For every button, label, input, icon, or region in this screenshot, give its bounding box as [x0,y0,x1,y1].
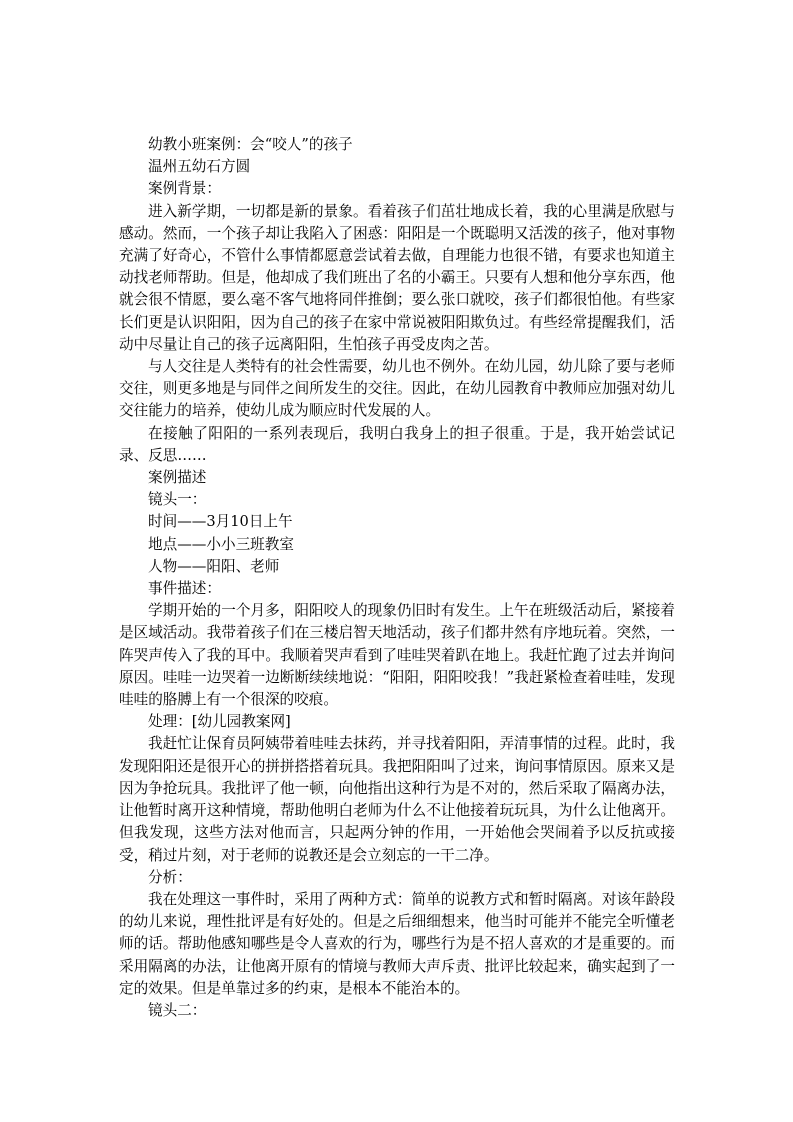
scene-location: 地点——小小三班教室 [148,535,294,553]
document-title: 幼教小班案例：会“咬人”的孩子 [148,136,353,153]
section-heading-description: 案例描述 [148,469,207,487]
body-paragraph: 我在处理这一事件时，采用了两种方式：简单的说教方式和暂时隔离。对该年龄段的幼儿来说，理性批评是有好处的。但是之后细细想来，他当时可能并不能完全听懂老师的话。帮助他感知哪些是令人喜欢的行为，哪些行为是不招人喜欢的才是重要的。而采用隔离的办法，让他离开原有的情境与教师大声斥责、批评比较起来，确实起到了一定的效果。但是单靠过多的约束，是根本不能治本的。 [119,890,675,997]
analysis-heading: 分析： [148,868,192,886]
scene-heading: 镜头二： [148,1001,207,1019]
document-body [119,134,675,1022]
author-line: 温州五幼石方圆 [148,158,251,176]
body-paragraph: 学期开始的一个月多，阳阳咬人的现象仍旧时有发生。上午在班级活动后，紧接着是区域活动。我带着孩子们在三楼启智天地活动，孩子们都井然有序地玩着。突然，一阵哭声传入了我的耳中。我顺着哭声看到了哇哇哭着趴在地上。我赶忙跑了过去并询问原因。哇哇一边哭着一边断断续续地说：“阳阳，阳阳咬我！”我赶紧检查着哇哇，发现哇哇的胳膊上有一个很深的咬痕。 [119,602,675,709]
body-paragraph: 在接触了阳阳的一系列表现后，我明白我身上的担子很重。于是，我开始尝试记录、反思…… [119,424,675,464]
event-heading: 事件描述： [148,580,221,598]
section-heading-background: 案例背景： [148,180,221,198]
body-paragraph: 进入新学期，一切都是新的景象。看着孩子们茁壮地成长着，我的心里满是欣慰与感动。然而，一个孩子却让我陷入了困惑：阳阳是一个既聪明又活泼的孩子，他对事物充满了好奇心，不管什么事情都愿意尝试着去做，自理能力也很不错，有要求也知道主动找老师帮助。但是，他却成了我们班出了名的小霸王。只要有人想和他分享东西，他就会很不情愿，要么毫不客气地将同伴推倒；要么张口就咬，孩子们都很怕他。有些家长们更是认识阳阳，因为自己的孩子在家中常说被阳阳欺负过。有些经常提醒我们，活动中尽量让自己的孩子远离阳阳，生怕孩子再受皮肉之苦。 [119,202,675,353]
scene-time: 时间——3月10日上午 [148,513,293,531]
body-paragraph: 我赶忙让保育员阿姨带着哇哇去抹药，并寻找着阳阳，弄清事情的过程。此时，我发现阳阳还是很开心的拼拼搭搭着玩具。我把阳阳叫了过来，询问事情原因。原来又是因为争抢玩具。我批评了他一顿，向他指出这种行为是不对的，然后采取了隔离办法，让他暂时离开这种情境，帮助他明白老师为什么不让他接着玩玩具，为什么让他离开。但我发现，这些方法对他而言，只起两分钟的作用，一开始他会哭闹着予以反抗或接受，稍过片刻，对于老师的说教还是会立刻忘的一干二净。 [119,735,675,864]
scene-people: 人物——阳阳、老师 [148,557,280,575]
handling-heading: 处理：[幼儿园教案网] [148,713,291,731]
scene-heading: 镜头一： [148,491,207,509]
body-paragraph: 与人交往是人类特有的社会性需要，幼儿也不例外。在幼儿园，幼儿除了要与老师交往，则更多地是与同伴之间所发生的交往。因此，在幼儿园教育中教师应加强对幼儿交往能力的培养，使幼儿成为顺应时代发展的人。 [119,358,675,420]
